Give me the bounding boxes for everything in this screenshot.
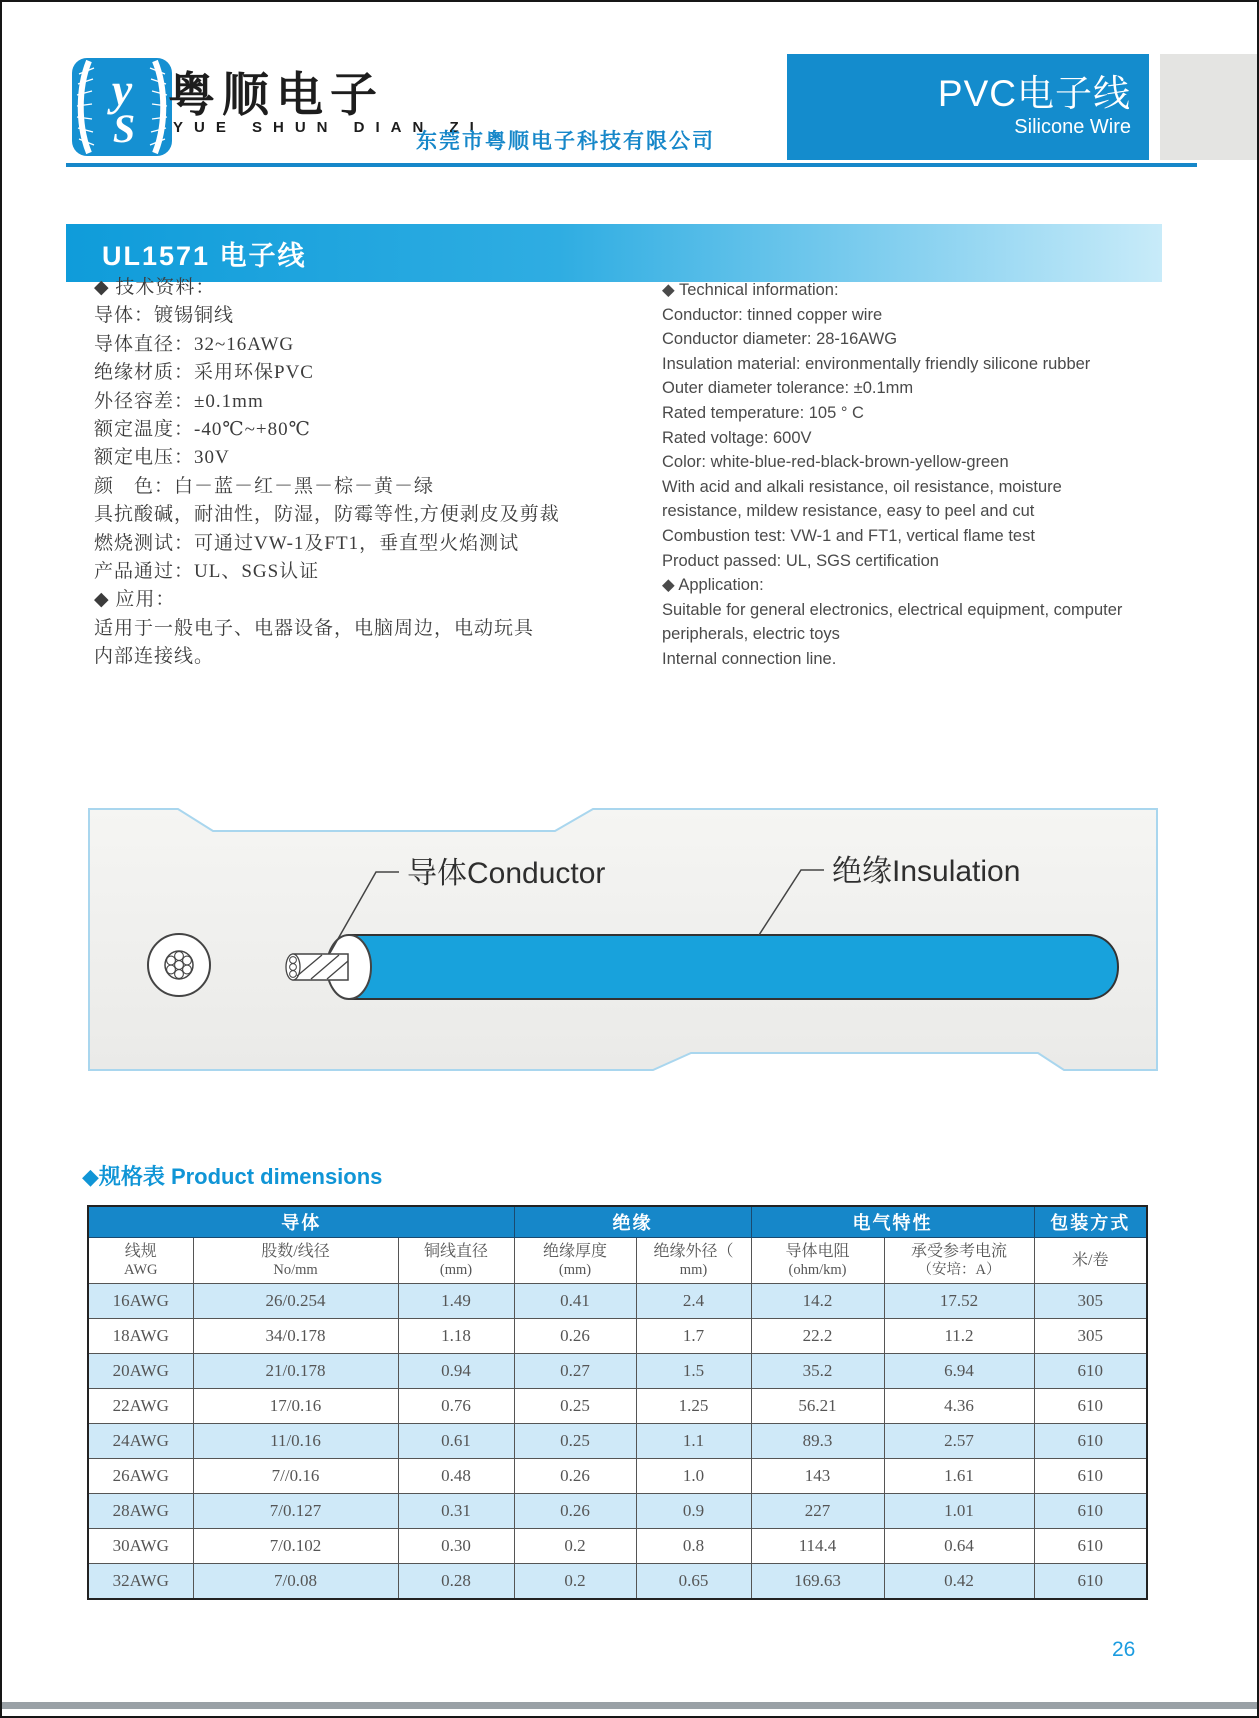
table-cell: 0.41: [514, 1284, 636, 1319]
column-header-line2: (mm): [439, 1262, 473, 1278]
insulation-label: 绝缘Insulation: [832, 855, 1021, 888]
table-cell: 143: [751, 1459, 884, 1494]
table-cell: 0.2: [514, 1529, 636, 1564]
column-header-line1: 股数/线径: [261, 1243, 330, 1260]
table-row: [88, 1564, 1147, 1600]
table-cell: 56.21: [751, 1389, 884, 1424]
tech-cn-line: 内部连接线。: [94, 646, 215, 668]
conductor-label: 导体Conductor: [407, 857, 606, 890]
table-cell: 1.25: [636, 1389, 751, 1424]
tech-cn-line: 适用于一般电子、电器设备，电脑周边，电动玩具: [94, 617, 535, 639]
table-cell: 24AWG: [88, 1424, 193, 1459]
tech-en-line: Conductor: tinned copper wire: [662, 305, 883, 324]
wire-conductor-icon: [286, 954, 348, 980]
table-cell: 17/0.16: [193, 1389, 398, 1424]
table-cell: 1.0: [636, 1459, 751, 1494]
table-cell: 0.28: [398, 1564, 514, 1600]
tech-cn-line: 燃烧测试：可通过VW-1及FT1，垂直型火焰测试: [94, 532, 520, 554]
tech-en-line: Internal connection line.: [662, 649, 837, 668]
tech-en-line: resistance, mildew resistance, easy to peel and cut: [662, 502, 1035, 521]
table-cell: 22AWG: [88, 1389, 193, 1424]
tech-en-line: Combustion test: VW-1 and FT1, vertical flame test: [662, 526, 1035, 545]
table-cell: 227: [751, 1494, 884, 1529]
tech-en-line: With acid and alkali resistance, oil resistance, moisture: [662, 477, 1062, 496]
table-cell: 26/0.254: [193, 1284, 398, 1319]
svg-text:S: S: [112, 106, 136, 151]
product-category-title: PVC电子线: [937, 73, 1131, 115]
table-cell: 28AWG: [88, 1494, 193, 1529]
table-column-header: [398, 1238, 514, 1284]
column-header-line1: 米/卷: [1072, 1251, 1109, 1269]
table-cell: 11/0.16: [193, 1424, 398, 1459]
table-cell: 0.25: [514, 1389, 636, 1424]
product-dimensions-table: [87, 1205, 1148, 1600]
wire-insulation-body: [349, 935, 1118, 999]
table-cell: 0.2: [514, 1564, 636, 1600]
table-cell: 4.36: [884, 1389, 1034, 1424]
table-cell: 14.2: [751, 1284, 884, 1319]
table-cell: 610: [1034, 1389, 1147, 1424]
table-cell: 20AWG: [88, 1354, 193, 1389]
table-cell: 0.76: [398, 1389, 514, 1424]
wire-diagram: [87, 804, 1162, 1076]
table-cell: 1.49: [398, 1284, 514, 1319]
table-cell: 305: [1034, 1284, 1147, 1319]
column-header-line1: 承受参考电流: [910, 1243, 1007, 1260]
table-row: [88, 1389, 1147, 1424]
table-cell: 1.7: [636, 1319, 751, 1354]
table-cell: 610: [1034, 1494, 1147, 1529]
table-column-header: [751, 1238, 884, 1284]
table-title-cjk: 规格表: [98, 1164, 165, 1189]
table-row: [88, 1494, 1147, 1529]
tech-en-line: Conductor diameter: 28-16AWG: [662, 330, 898, 349]
tech-en-line: Suitable for general electronics, electrical equipment, computer: [662, 600, 1123, 619]
table-row: [88, 1459, 1147, 1494]
tech-cn-line: 颜 色：白－蓝－红－黑－棕－黄－绿: [94, 475, 435, 497]
table-column-header-row: [88, 1238, 1147, 1284]
header-rule: [66, 163, 1197, 167]
tech-cn-line: 产品通过：UL、SGS认证: [94, 561, 320, 583]
table-row: [88, 1319, 1147, 1354]
tech-cn-line: 额定电压：30V: [94, 447, 230, 469]
tech-cn-line: 外径容差：±0.1mm: [94, 390, 264, 412]
tech-en-line: ◆ Application:: [662, 576, 764, 595]
table-cell: 0.8: [636, 1529, 751, 1564]
tech-en-line: Product passed: UL, SGS certification: [662, 551, 939, 570]
table-cell: 1.61: [884, 1459, 1034, 1494]
product-category-box: [787, 54, 1149, 160]
table-section-title: [82, 1160, 382, 1191]
tech-en-line: Rated temperature: 105 ° C: [662, 403, 864, 422]
company-full-name: 东莞市粤顺电子科技有限公司: [416, 130, 715, 153]
header-gray-block: [1160, 54, 1259, 160]
table-cell: 34/0.178: [193, 1319, 398, 1354]
table-cell: 0.27: [514, 1354, 636, 1389]
tech-info-en: [662, 278, 1237, 672]
table-cell: 0.31: [398, 1494, 514, 1529]
table-cell: 32AWG: [88, 1564, 193, 1600]
table-cell: 2.57: [884, 1424, 1034, 1459]
tech-en-line: ◆ Technical information:: [662, 281, 839, 299]
table-cell: 7//0.16: [193, 1459, 398, 1494]
table-cell: 11.2: [884, 1319, 1034, 1354]
column-header-line2: No/mm: [273, 1262, 318, 1278]
table-cell: 610: [1034, 1354, 1147, 1389]
column-header-line2: （安培：A）: [917, 1262, 1001, 1278]
table-cell: 0.94: [398, 1354, 514, 1389]
svg-text:y: y: [111, 64, 133, 115]
table-row: [88, 1284, 1147, 1319]
column-header-line2: AWG: [124, 1262, 158, 1278]
table-title-en: Product dimensions: [170, 1164, 383, 1189]
table-row: [88, 1529, 1147, 1564]
tech-en-line: Rated voltage: 600V: [662, 428, 812, 447]
table-cell: 0.64: [884, 1529, 1034, 1564]
table-cell: 26AWG: [88, 1459, 193, 1494]
table-cell: 610: [1034, 1459, 1147, 1494]
table-cell: 610: [1034, 1529, 1147, 1564]
table-cell: 0.26: [514, 1494, 636, 1529]
table-cell: 22.2: [751, 1319, 884, 1354]
table-cell: 2.4: [636, 1284, 751, 1319]
tech-en-line: Color: white-blue-red-black-brown-yellow-green: [662, 453, 1009, 472]
table-column-header: [1034, 1238, 1147, 1284]
page-number: 26: [1112, 1638, 1136, 1661]
table-cell: 0.61: [398, 1424, 514, 1459]
column-header-line1: 绝缘厚度: [542, 1243, 607, 1260]
column-header-line2: (mm): [558, 1262, 592, 1278]
column-header-line1: 线规: [124, 1243, 157, 1260]
wire-cross-section-icon: [148, 934, 210, 996]
table-row: [88, 1354, 1147, 1389]
table-cell: 0.65: [636, 1564, 751, 1600]
table-cell: 7/0.127: [193, 1494, 398, 1529]
tech-cn-line: 导体直径：32~16AWG: [94, 333, 295, 355]
table-column-header: [884, 1238, 1034, 1284]
tech-info-cn: [94, 274, 639, 672]
table-cell: 16AWG: [88, 1284, 193, 1319]
table-cell: 0.26: [514, 1319, 636, 1354]
table-cell: 1.5: [636, 1354, 751, 1389]
table-cell: 0.48: [398, 1459, 514, 1494]
tech-en-line: Insulation material: environmentally friendly silicone rubber: [662, 354, 1091, 373]
table-group-header: 绝缘: [514, 1206, 751, 1238]
company-name-cjk: 粤顺电子: [168, 68, 384, 121]
column-header-line2: (ohm/km): [788, 1262, 847, 1278]
company-logo-icon: [72, 58, 172, 156]
table-cell: 7/0.08: [193, 1564, 398, 1600]
table-cell: 0.30: [398, 1529, 514, 1564]
tech-cn-line: 具抗酸碱，耐油性，防湿，防霉等性,方便剥皮及剪裁: [94, 504, 560, 526]
table-column-header: [636, 1238, 751, 1284]
table-cell: 1.01: [884, 1494, 1034, 1529]
table-cell: 17.52: [884, 1284, 1034, 1319]
table-cell: 305: [1034, 1319, 1147, 1354]
table-cell: 114.4: [751, 1529, 884, 1564]
table-cell: 7/0.102: [193, 1529, 398, 1564]
tech-cn-line: ◆ 应用：: [94, 589, 176, 611]
table-cell: 6.94: [884, 1354, 1034, 1389]
table-cell: 18AWG: [88, 1319, 193, 1354]
tech-cn-line: 绝缘材质：采用环保PVC: [94, 362, 314, 384]
table-group-header: 电气特性: [751, 1206, 1034, 1238]
table-cell: 21/0.178: [193, 1354, 398, 1389]
table-cell: 610: [1034, 1564, 1147, 1600]
table-cell: 89.3: [751, 1424, 884, 1459]
column-header-line1: 导体电阻: [785, 1243, 850, 1260]
table-group-header-row: [88, 1206, 1147, 1238]
tech-cn-line: 导体：镀锡铜线: [94, 305, 235, 327]
table-column-header: [88, 1238, 193, 1284]
table-cell: 0.25: [514, 1424, 636, 1459]
table-group-header: 导体: [88, 1206, 514, 1238]
tech-cn-line: 额定温度：-40℃~+80℃: [94, 419, 311, 441]
section-title: UL1571 电子线: [102, 240, 307, 271]
tech-cn-line: ◆ 技术资料：: [94, 277, 216, 298]
table-cell: 0.26: [514, 1459, 636, 1494]
product-category-subtitle: Silicone Wire: [1014, 115, 1131, 138]
tech-en-line: peripherals, electric toys: [662, 625, 840, 644]
table-row: [88, 1424, 1147, 1459]
table-cell: 1.18: [398, 1319, 514, 1354]
table-cell: 0.42: [884, 1564, 1034, 1600]
table-column-header: [193, 1238, 398, 1284]
table-cell: 169.63: [751, 1564, 884, 1600]
table-column-header: [514, 1238, 636, 1284]
column-header-line2: mm): [679, 1262, 708, 1278]
diamond-icon: ◆: [82, 1164, 99, 1189]
table-cell: 30AWG: [88, 1529, 193, 1564]
table-cell: 0.9: [636, 1494, 751, 1529]
table-cell: 1.1: [636, 1424, 751, 1459]
page-bottom-edge: [2, 1702, 1257, 1709]
tech-en-line: Outer diameter tolerance: ±0.1mm: [662, 379, 914, 398]
table-cell: 35.2: [751, 1354, 884, 1389]
column-header-line1: 铜线直径: [423, 1243, 488, 1260]
column-header-line1: 绝缘外径（: [653, 1243, 734, 1260]
table-group-header: 包装方式: [1034, 1206, 1147, 1238]
company-name-latin: YUE SHUN DIAN ZI: [173, 119, 485, 136]
table-cell: 610: [1034, 1424, 1147, 1459]
